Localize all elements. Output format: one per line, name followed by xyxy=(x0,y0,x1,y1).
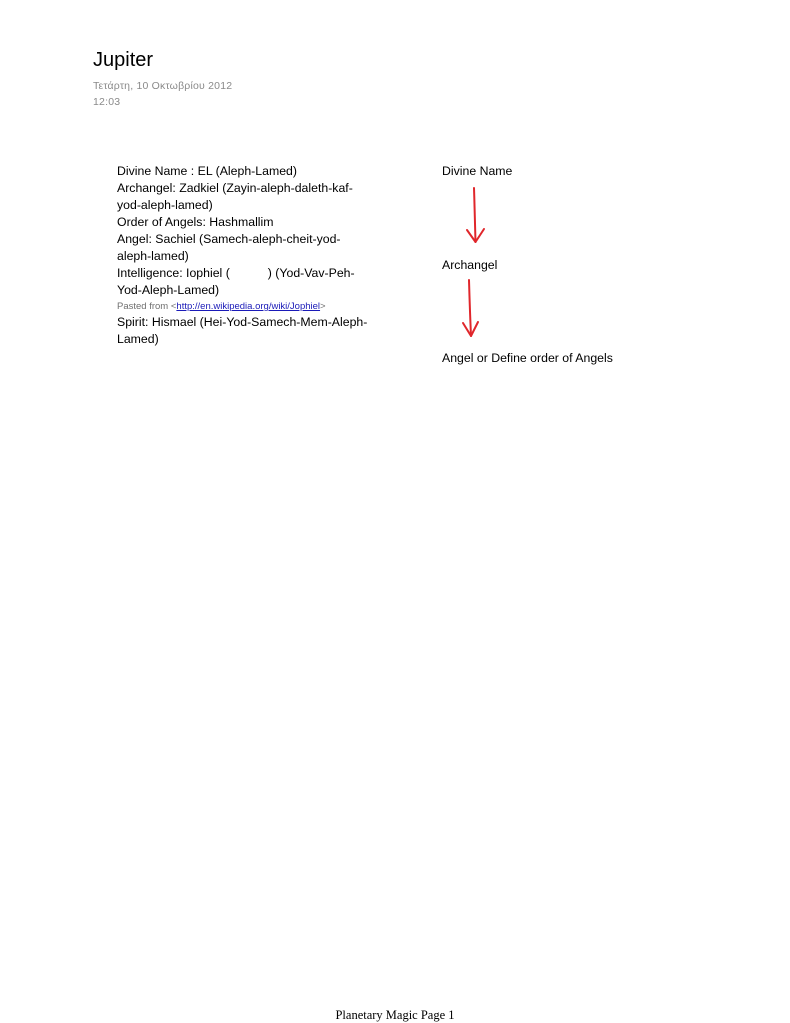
order-of-angels-line: Order of Angels: Hashmallim xyxy=(117,215,274,229)
intelligence-line-start: Intelligence: Iophiel ( xyxy=(117,266,230,280)
page-date: Τετάρτη, 10 Οκτωβρίου 2012 xyxy=(93,80,233,92)
down-arrow-icon xyxy=(460,278,490,342)
diagram-label-archangel: Archangel xyxy=(442,258,498,272)
diagram-label-angel-order: Angel or Define order of Angels xyxy=(442,351,613,365)
spirit-line: Spirit: Hismael (Hei-Yod-Samech-Mem-Aleph- xyxy=(117,315,368,329)
divine-name-line: Divine Name : EL (Aleph-Lamed) xyxy=(117,164,297,178)
page-title: Jupiter xyxy=(93,49,154,71)
diagram-label-divine-name: Divine Name xyxy=(442,164,513,178)
pasted-suffix: > xyxy=(320,301,326,312)
correspondence-list xyxy=(117,163,392,348)
intelligence-line xyxy=(117,265,392,282)
pasted-from-note xyxy=(117,299,392,314)
pasted-prefix: Pasted from < xyxy=(117,301,177,312)
spirit-line-cont: Lamed) xyxy=(117,332,159,346)
page-footer: Planetary Magic Page 1 xyxy=(335,1008,455,1022)
intelligence-line-end: ) (Yod-Vav-Peh- xyxy=(267,266,355,280)
angel-line-cont: aleph-lamed) xyxy=(117,249,189,263)
down-arrow-icon xyxy=(462,186,492,248)
angel-line: Angel: Sachiel (Samech-aleph-cheit-yod- xyxy=(117,232,341,246)
page-time: 12:03 xyxy=(93,96,121,108)
archangel-line-cont: yod-aleph-lamed) xyxy=(117,198,213,212)
intelligence-line-cont: Yod-Aleph-Lamed) xyxy=(117,283,220,297)
source-link[interactable]: http://en.wikipedia.org/wiki/Jophiel xyxy=(176,301,321,312)
archangel-line: Archangel: Zadkiel (Zayin-aleph-daleth-kaf- xyxy=(117,181,353,195)
